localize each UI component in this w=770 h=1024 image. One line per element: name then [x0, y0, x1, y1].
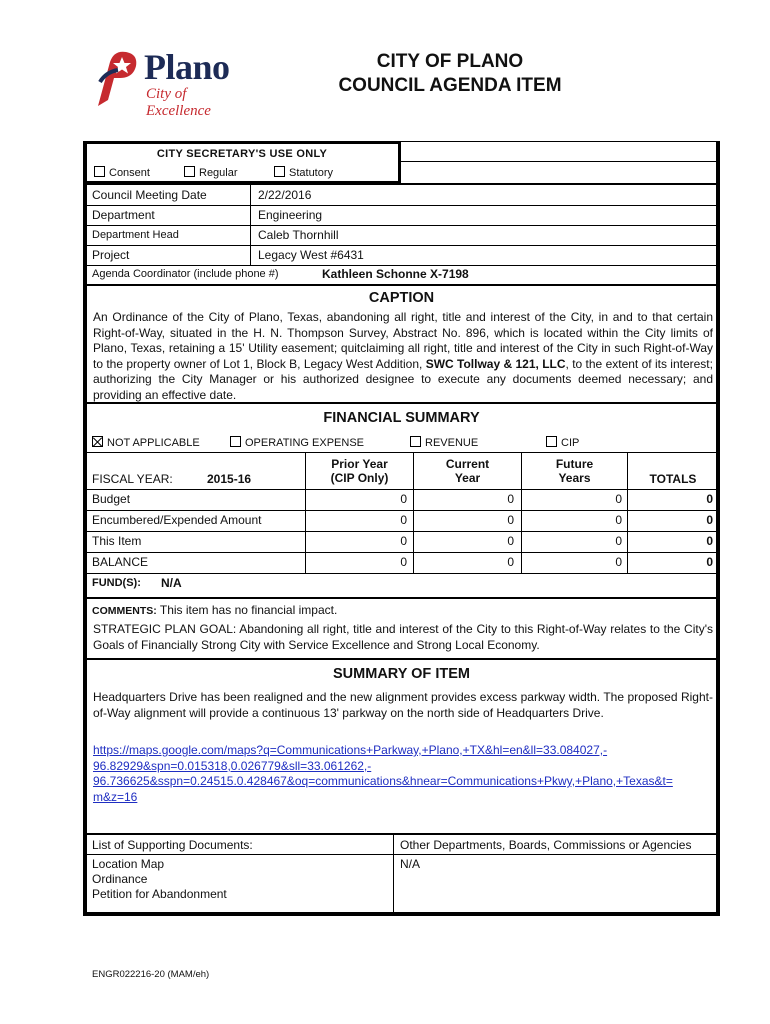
financial-heading: FINANCIAL SUMMARY	[323, 410, 480, 426]
city-secretary-title: CITY SECRETARY'S USE ONLY	[156, 148, 328, 160]
divider	[83, 597, 720, 599]
fund-label: FUND(S):	[92, 577, 141, 589]
row-balance-label: BALANCE	[92, 555, 149, 569]
divider	[83, 205, 720, 206]
statutory-checkbox[interactable]	[274, 166, 285, 177]
divider	[83, 284, 720, 286]
statutory-option[interactable]	[274, 166, 333, 179]
supporting-doc-item: Petition for Abandonment	[92, 887, 227, 901]
encumbered-total: 0	[706, 513, 713, 527]
top-border	[401, 141, 720, 142]
regular-checkbox[interactable]	[184, 166, 195, 177]
operating-expense-option[interactable]	[230, 436, 364, 449]
balance-current: 0	[507, 555, 514, 569]
title-line-2: COUNCIL AGENDA ITEM	[338, 75, 562, 96]
revenue-label: REVENUE	[425, 437, 479, 449]
col-totals: TOTALS	[649, 472, 697, 486]
project-label: Project	[92, 248, 130, 262]
summary-text: Headquarters Drive has been realigned and the new alignment provides excess parkway width. The proposed Right-of-Way alignment will provide a continuous 13' parkway on the north side of Headquarters Drive.	[93, 690, 713, 720]
plano-star-icon	[92, 48, 144, 108]
not-applicable-option[interactable]	[92, 436, 200, 449]
comments-text: This item has no financial impact.	[159, 603, 338, 617]
supporting-docs-list	[92, 857, 227, 902]
col-current-line1: Current	[445, 457, 490, 471]
regular-label: Regular	[199, 167, 238, 179]
footer-code: ENGR022216-20 (MAM/eh)	[92, 969, 210, 980]
budget-prior: 0	[400, 492, 407, 506]
divider	[83, 510, 720, 511]
this-item-prior: 0	[400, 534, 407, 548]
row-this-item-label: This Item	[92, 534, 142, 548]
cip-label: CIP	[561, 437, 580, 449]
col-future-line1: Future	[555, 457, 594, 471]
statutory-label: Statutory	[289, 167, 334, 179]
project-value: Legacy West #6431	[258, 248, 364, 262]
col-future-line2: Years	[558, 471, 591, 485]
balance-future: 0	[615, 555, 622, 569]
coordinator-label: Agenda Coordinator (include phone #)	[92, 268, 279, 280]
row-encumbered-label: Encumbered/Expended Amount	[92, 513, 262, 527]
summary-heading: SUMMARY OF ITEM	[333, 666, 470, 682]
col-current-year	[414, 457, 521, 485]
col-prior-year	[306, 457, 413, 485]
divider	[83, 489, 720, 490]
department-label: Department	[92, 208, 155, 222]
map-link-line[interactable]: 96.736625&sspn=0.24515.0.428467&oq=communications&hnear=Communications+Pkwy,+Plano,+Texas&t=	[93, 774, 673, 788]
divider	[83, 854, 720, 855]
operating-expense-checkbox[interactable]	[230, 436, 241, 447]
cip-checkbox[interactable]	[546, 436, 557, 447]
divider	[83, 552, 720, 553]
city-secretary-box	[83, 141, 401, 184]
balance-total: 0	[706, 555, 713, 569]
encumbered-prior: 0	[400, 513, 407, 527]
other-departments-heading: Other Departments, Boards, Commissions or Agencies	[400, 838, 692, 852]
supporting-doc-item: Ordinance	[92, 872, 148, 886]
encumbered-current: 0	[507, 513, 514, 527]
supporting-doc-item: Location Map	[92, 857, 165, 871]
divider	[83, 245, 720, 246]
fiscal-year-label: FISCAL YEAR:	[92, 472, 173, 486]
revenue-option[interactable]	[410, 436, 478, 449]
col-prior-line1: Prior Year	[331, 457, 388, 471]
divider	[401, 161, 720, 162]
city-logo	[92, 47, 252, 119]
other-departments-value: N/A	[400, 857, 421, 871]
department-head-label: Department Head	[92, 229, 179, 241]
logo-tagline: City of Excellence	[146, 86, 211, 119]
divider	[83, 225, 720, 226]
divider	[83, 183, 720, 185]
page-title	[300, 50, 600, 98]
col-future-years	[522, 457, 627, 485]
meeting-date-value: 2/22/2016	[258, 188, 312, 202]
divider	[83, 265, 720, 266]
column-divider	[393, 835, 394, 916]
caption-text	[93, 310, 713, 403]
this-item-current: 0	[507, 534, 514, 548]
encumbered-future: 0	[615, 513, 622, 527]
logo-wordmark: Plano	[144, 47, 230, 87]
col-prior-line2: (CIP Only)	[330, 471, 389, 485]
this-item-total: 0	[706, 534, 713, 548]
strategic-plan-text: STRATEGIC PLAN GOAL: Abandoning all right, title and interest of the City to this Right-of-Way relates to the City's Goals of Financially Strong City with Service Excellence and Strong Local Economy.	[93, 622, 713, 652]
budget-total: 0	[706, 492, 713, 506]
map-link-line[interactable]: https://maps.google.com/maps?q=Communications+Parkway,+Plano,+TX&hl=en&ll=33.084027,-	[93, 743, 608, 757]
divider	[83, 833, 720, 835]
meeting-date-label: Council Meeting Date	[92, 188, 207, 202]
cip-option[interactable]	[546, 436, 579, 449]
consent-checkbox[interactable]	[94, 166, 105, 177]
department-value: Engineering	[258, 208, 323, 222]
supporting-docs-heading: List of Supporting Documents:	[92, 838, 253, 852]
divider	[83, 402, 720, 404]
caption-text-bold: SWC Tollway & 121, LLC	[425, 356, 566, 371]
consent-label: Consent	[109, 167, 150, 179]
this-item-future: 0	[615, 534, 622, 548]
coordinator-value: Kathleen Schonne X-7198	[322, 267, 469, 281]
comments-label: COMMENTS:	[92, 605, 157, 617]
not-applicable-label: NOT APPLICABLE	[107, 437, 200, 449]
caption-text-part1: An Ordinance of the City of Plano, Texas, abandoning all right, title and interest of the City, in and to that certain Right-of-Way, situated in the H. N. Thompson Survey, Abstract No. 896, which is located within the City limits of Plano, Texas, retaining a 15' Utility easement; quitclaiming all right, title and interest of the City in such Right-of-Way to the property owner of Lot 1, Block B, Legacy West Addition,	[93, 310, 713, 371]
divider	[83, 658, 720, 660]
regular-option[interactable]	[184, 166, 238, 179]
balance-prior: 0	[400, 555, 407, 569]
divider	[83, 531, 720, 532]
revenue-checkbox[interactable]	[410, 436, 421, 447]
budget-future: 0	[615, 492, 622, 506]
comments-line	[92, 603, 337, 617]
caption-text-part2: , to the extent of its interest; authorizing the City Manager or his authorized designee to execute any documents deemed necessary; and providing an effective date.	[93, 356, 713, 402]
map-link-line[interactable]: m&z=16	[93, 789, 138, 804]
column-divider	[627, 452, 628, 573]
divider	[83, 452, 720, 453]
col-current-line2: Year	[454, 471, 481, 485]
operating-expense-label: OPERATING EXPENSE	[245, 437, 364, 449]
fiscal-year-value: 2015-16	[207, 472, 252, 486]
not-applicable-checkbox[interactable]	[92, 436, 103, 447]
row-budget-label: Budget	[92, 492, 131, 506]
divider	[83, 573, 720, 574]
caption-heading: CAPTION	[368, 290, 435, 306]
consent-option[interactable]	[94, 166, 150, 179]
budget-current: 0	[507, 492, 514, 506]
title-line-1: CITY OF PLANO	[376, 51, 524, 72]
department-head-value: Caleb Thornhill	[258, 228, 339, 242]
fund-value: N/A	[161, 576, 182, 590]
map-link[interactable]	[93, 743, 713, 805]
map-link-line[interactable]: 96.82929&spn=0.015318,0.026779&sll=33.061262,-	[93, 758, 372, 773]
